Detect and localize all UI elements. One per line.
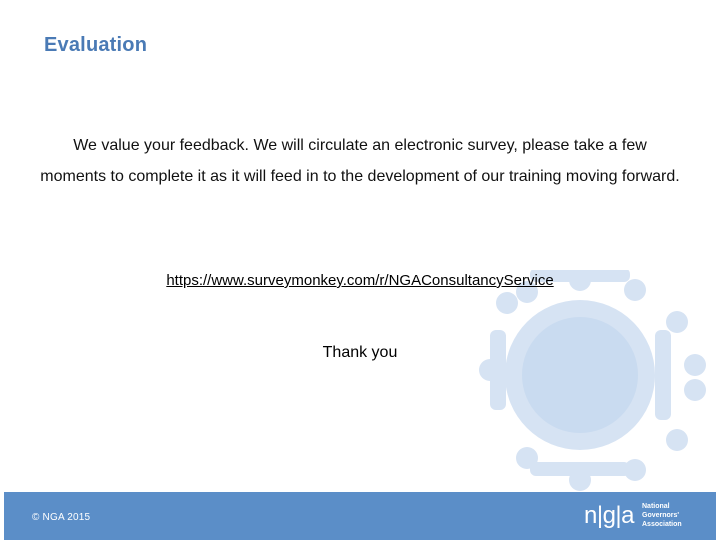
logo-word-governors: Governors' (642, 512, 680, 519)
thank-you-text: Thank you (322, 344, 398, 361)
nga-logo-words (642, 502, 712, 529)
logo-word-national: National (642, 503, 670, 510)
slide-title: Evaluation (44, 34, 148, 56)
logo-word-association: Association (642, 521, 682, 528)
copyright-text: © NGA 2015 (32, 512, 91, 523)
footer-bar (4, 492, 716, 540)
nga-logo-mark: n|g|a (584, 502, 635, 529)
circle-of-people-decoration (470, 270, 720, 510)
survey-link[interactable]: https://www.surveymonkey.com/r/NGAConsultancyService (166, 272, 554, 289)
feedback-paragraph: We value your feedback. We will circulate an electronic survey, please take a few moments to complete it as it will feed in to the development of our training moving forward. (40, 137, 680, 185)
